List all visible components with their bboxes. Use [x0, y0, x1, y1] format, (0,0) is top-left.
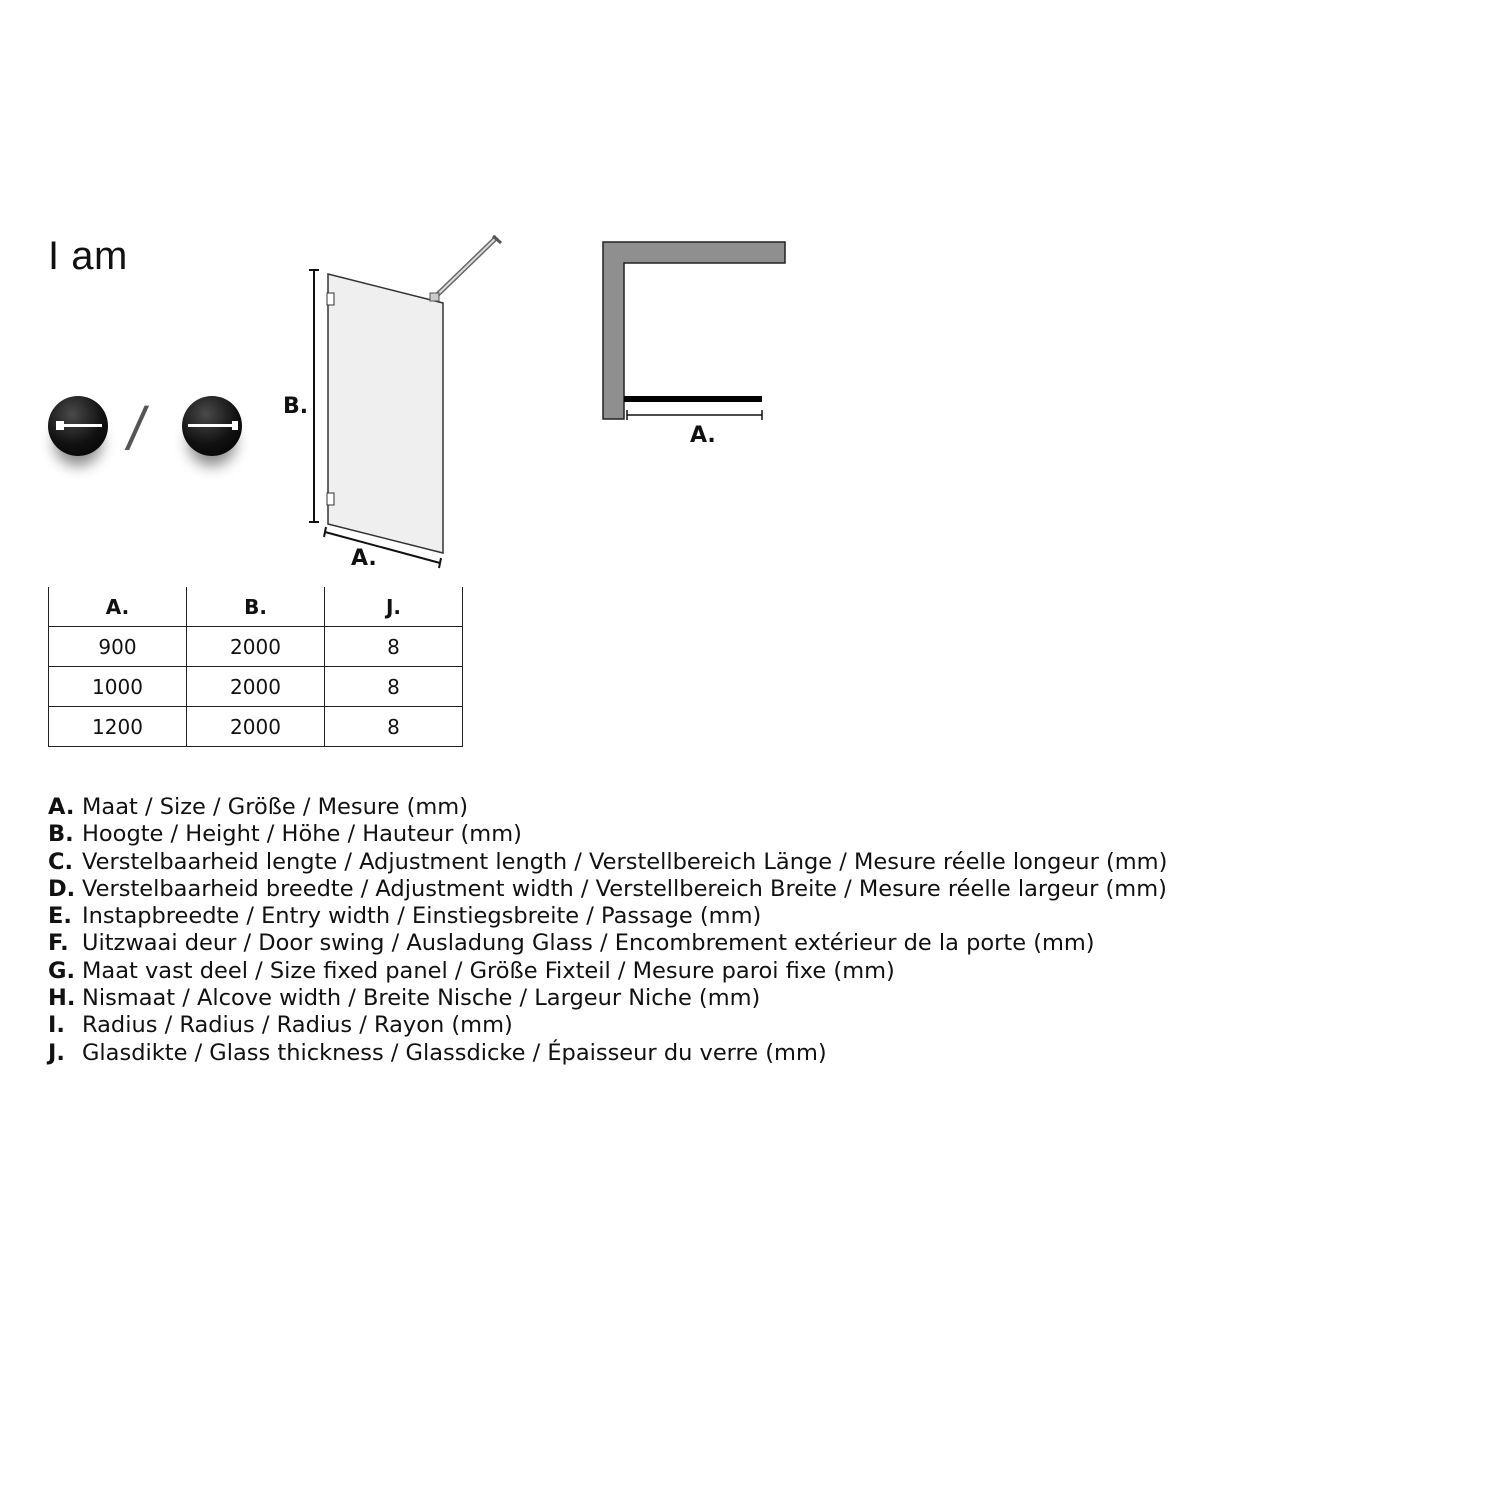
table-cell: 8	[325, 627, 463, 667]
legend-key: I.	[48, 1012, 65, 1039]
legend-text: Uitzwaai deur / Door swing / Ausladung Glass / Encombrement extérieur de la porte (mm)	[82, 930, 1095, 957]
dimension-legend	[48, 794, 1167, 1067]
legend-key: B.	[48, 821, 74, 848]
legend-key: F.	[48, 930, 69, 957]
size-table	[48, 587, 463, 747]
legend-item	[48, 794, 1167, 821]
plan-width-dimension-line	[627, 410, 762, 420]
width-dimension-label: A.	[351, 546, 377, 571]
legend-key: C.	[48, 848, 74, 875]
profile-separator: /	[123, 395, 151, 458]
legend-text: Instapbreedte / Entry width / Einstiegsbreite / Passage (mm)	[82, 903, 762, 930]
legend-item	[48, 1012, 1167, 1039]
legend-key: H.	[48, 985, 76, 1012]
legend-item	[48, 1040, 1167, 1067]
table-header-row	[49, 587, 463, 627]
product-title: I am	[48, 234, 128, 278]
legend-key: J.	[48, 1039, 65, 1066]
legend-text: Hoogte / Height / Höhe / Hauteur (mm)	[82, 821, 522, 848]
legend-item	[48, 930, 1167, 957]
legend-text: Verstelbaarheid breedte / Adjustment width / Verstellbereich Breite / Mesure réelle largeur (mm)	[82, 875, 1167, 902]
height-dimension-label: B.	[283, 394, 309, 419]
table-row	[49, 667, 463, 707]
legend-text: Glasdikte / Glass thickness / Glassdicke / Épaisseur du verre (mm)	[82, 1039, 827, 1066]
table-cell: 900	[49, 627, 187, 667]
legend-text: Radius / Radius / Radius / Rayon (mm)	[82, 1012, 513, 1039]
legend-item	[48, 985, 1167, 1012]
column-header: A.	[49, 587, 187, 627]
plan-width-dimension-label: A.	[690, 423, 716, 448]
table-cell: 2000	[187, 667, 325, 707]
legend-text: Maat vast deel / Size fixed panel / Größe Fixteil / Mesure paroi fixe (mm)	[82, 957, 895, 984]
legend-text: Verstelbaarheid lengte / Adjustment length / Verstellbereich Länge / Mesure réelle longeur (mm)	[82, 848, 1168, 875]
legend-item	[48, 849, 1167, 876]
legend-key: E.	[48, 903, 72, 930]
glass-panel-drawing	[309, 236, 501, 568]
table-cell: 2000	[187, 627, 325, 667]
legend-key: A.	[48, 794, 75, 820]
table-row	[49, 627, 463, 667]
legend-text: Nismaat / Alcove width / Breite Nische / Largeur Niche (mm)	[82, 985, 761, 1012]
column-header: J.	[325, 587, 463, 627]
table-cell: 2000	[187, 707, 325, 747]
stabilizer-bar-drawing	[430, 236, 501, 301]
legend-item	[48, 821, 1167, 848]
table-cell: 1000	[49, 667, 187, 707]
legend-key: D.	[48, 875, 76, 902]
plan-view-drawing	[603, 242, 785, 420]
table-cell: 8	[325, 707, 463, 747]
table-row	[49, 707, 463, 747]
legend-item	[48, 958, 1167, 985]
legend-item	[48, 876, 1167, 903]
table-cell: 1200	[49, 707, 187, 747]
legend-key: G.	[48, 957, 76, 984]
height-dimension-line	[309, 270, 319, 522]
legend-text: Maat / Size / Größe / Mesure (mm)	[82, 794, 469, 820]
column-header: B.	[187, 587, 325, 627]
legend-item	[48, 903, 1167, 930]
table-cell: 8	[325, 667, 463, 707]
